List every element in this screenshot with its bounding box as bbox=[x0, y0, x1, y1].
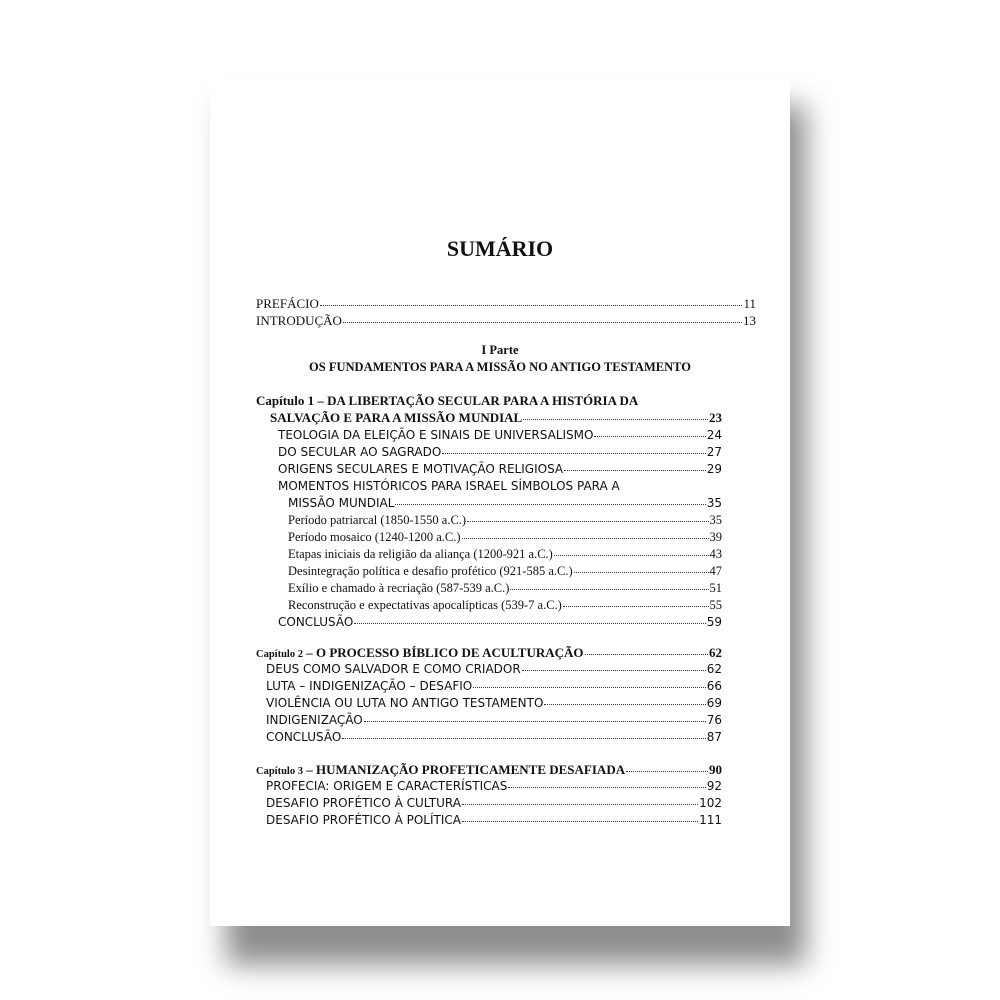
toc-entry-label: MISSÃO MUNDIAL bbox=[288, 496, 395, 510]
toc-entry bbox=[266, 678, 722, 695]
dot-leader bbox=[320, 295, 743, 306]
toc-entry bbox=[266, 795, 722, 812]
toc-entry-page: 92 bbox=[706, 779, 722, 793]
toc-entry bbox=[278, 427, 722, 444]
chapter-2-entry bbox=[256, 644, 722, 661]
toc-entry-label: PREFÁCIO bbox=[256, 296, 319, 311]
toc-entry bbox=[278, 461, 722, 478]
book-page bbox=[210, 78, 790, 926]
toc-entry-page: 90 bbox=[709, 762, 722, 777]
toc-entry-label: CONCLUSÃO bbox=[278, 615, 354, 629]
toc-entry-label: Período patriarcal (1850-1550 a.C.) bbox=[288, 513, 467, 527]
chapter-3-entry bbox=[256, 761, 722, 778]
chapter-title: – O PROCESSO BÍBLICO DE ACULTURAÇÃO bbox=[302, 645, 584, 660]
toc-entry-label: ORIGENS SECULARES E MOTIVAÇÃO RELIGIOSA bbox=[278, 462, 564, 476]
dot-leader bbox=[462, 528, 709, 539]
toc-entry-label: Desintegração política e desafio profético (921-585 a.C.) bbox=[288, 564, 573, 578]
toc-entry-page: 29 bbox=[706, 462, 722, 476]
dot-leader bbox=[473, 677, 705, 688]
toc-subentry bbox=[288, 529, 722, 546]
dot-leader bbox=[564, 460, 706, 471]
toc-entry-page: 51 bbox=[709, 581, 722, 595]
dot-leader bbox=[462, 811, 698, 822]
part-label: I Parte bbox=[481, 343, 519, 357]
toc-entry-label: DESAFIO PROFÉTICO À CULTURA bbox=[266, 796, 461, 810]
toc-entry-page: 39 bbox=[709, 530, 722, 544]
toc-entry-label: TEOLOGIA DA ELEIÇÃO E SINAIS DE UNIVERSALISMO bbox=[278, 428, 594, 442]
toc-entry-conclusion bbox=[278, 614, 722, 631]
chapter-prefix: Capítulo 3 bbox=[256, 766, 303, 777]
toc-entry-page: 43 bbox=[709, 547, 722, 561]
toc-entry-label: MOMENTOS HISTÓRICOS PARA ISRAEL SÍMBOLOS PARA A bbox=[278, 479, 620, 493]
page-title: SUMÁRIO bbox=[446, 236, 554, 261]
dot-leader bbox=[510, 579, 708, 590]
dot-leader bbox=[522, 660, 706, 671]
toc-entry-page: 35 bbox=[709, 513, 722, 527]
toc-entry bbox=[266, 712, 722, 729]
toc-entry bbox=[266, 661, 722, 678]
part-title: OS FUNDAMENTOS PARA A MISSÃO NO ANTIGO TESTAMENTO bbox=[309, 360, 691, 374]
toc-entry-label: Período mosaico (1240-1200 a.C.) bbox=[288, 530, 461, 544]
toc-entry-page: 59 bbox=[706, 615, 722, 629]
toc-subentry bbox=[288, 512, 722, 529]
toc-entry bbox=[266, 812, 722, 829]
toc-entry-page: 47 bbox=[709, 564, 722, 578]
toc-entry-page: 35 bbox=[706, 496, 722, 510]
dot-leader bbox=[342, 728, 705, 739]
toc-entry bbox=[278, 444, 722, 461]
toc-entry-prefacio bbox=[256, 295, 756, 312]
toc-entry-moments bbox=[288, 495, 722, 512]
toc-entry-page: 11 bbox=[743, 296, 756, 311]
toc-entry-moments-line1 bbox=[278, 478, 722, 495]
toc-entry-page: 69 bbox=[706, 696, 722, 710]
dot-leader bbox=[554, 545, 709, 556]
dot-leader bbox=[442, 443, 705, 454]
toc-entry-page: 62 bbox=[706, 662, 722, 676]
toc-entry-label: CONCLUSÃO bbox=[266, 730, 342, 744]
toc-entry-page: 23 bbox=[709, 410, 722, 425]
dot-leader bbox=[508, 777, 705, 788]
toc-entry bbox=[266, 695, 722, 712]
toc-entry-label: Reconstrução e expectativas apocalípticas (539-7 a.C.) bbox=[288, 598, 562, 612]
toc-entry-page: 24 bbox=[706, 428, 722, 442]
toc-entry-label: Exílio e chamado à recriação (587-539 a.C.) bbox=[288, 581, 510, 595]
dot-leader bbox=[462, 794, 698, 805]
toc-subentry bbox=[288, 546, 722, 563]
dot-leader bbox=[467, 511, 708, 522]
toc-subentry bbox=[288, 597, 722, 614]
toc-entry-label: DESAFIO PROFÉTICO À POLÍTICA bbox=[266, 813, 461, 827]
chapter-title: – HUMANIZAÇÃO PROFETICAMENTE DESAFIADA bbox=[302, 762, 626, 777]
toc-subentry bbox=[288, 563, 722, 580]
dot-leader bbox=[585, 644, 709, 655]
toc-entry-label: LUTA – INDIGENIZAÇÃO – DESAFIO bbox=[266, 679, 473, 693]
chapter-prefix: Capítulo 2 bbox=[256, 649, 303, 660]
toc-entry-label: Etapas iniciais da religião da aliança (1200-921 a.C.) bbox=[288, 547, 553, 561]
dot-leader bbox=[574, 562, 709, 573]
toc-entry-label: DEUS COMO SALVADOR E COMO CRIADOR bbox=[266, 662, 521, 676]
toc-entry-page: 55 bbox=[709, 598, 722, 612]
toc-entry-page: 87 bbox=[706, 730, 722, 744]
chapter-title-line2: SALVAÇÃO E PARA A MISSÃO MUNDIAL bbox=[270, 410, 523, 425]
toc-entry-page: 66 bbox=[706, 679, 722, 693]
toc-entry-introducao bbox=[256, 312, 756, 329]
toc-entry-label: DO SECULAR AO SAGRADO bbox=[278, 445, 442, 459]
dot-leader bbox=[523, 409, 708, 420]
toc-entry-page: 13 bbox=[743, 313, 756, 328]
toc-entry bbox=[266, 729, 722, 746]
toc-entry-page: 27 bbox=[706, 445, 722, 459]
dot-leader bbox=[395, 494, 705, 505]
toc-entry-page: 62 bbox=[709, 645, 722, 660]
dot-leader bbox=[343, 312, 742, 323]
dot-leader bbox=[544, 694, 705, 705]
toc-entry-page: 111 bbox=[699, 813, 722, 827]
toc-entry bbox=[266, 778, 722, 795]
toc-entry-label: PROFECIA: ORIGEM E CARACTERÍSTICAS bbox=[266, 779, 508, 793]
toc-entry-page: 76 bbox=[706, 713, 722, 727]
toc-entry-page: 102 bbox=[699, 796, 722, 810]
chapter-1-title bbox=[256, 392, 638, 409]
toc-entry-label: INDIGENIZAÇÃO bbox=[266, 713, 363, 727]
dot-leader bbox=[563, 596, 709, 607]
chapter-prefix: Capítulo 1 bbox=[256, 393, 315, 408]
chapter-1-entry bbox=[270, 409, 722, 426]
chapter-title-line1: – DA LIBERTAÇÃO SECULAR PARA A HISTÓRIA DA bbox=[314, 393, 639, 408]
dot-leader bbox=[354, 613, 705, 624]
dot-leader bbox=[594, 426, 705, 437]
dot-leader bbox=[626, 761, 708, 772]
dot-leader bbox=[364, 711, 706, 722]
toc-subentry bbox=[288, 580, 722, 597]
toc-entry-label: INTRODUÇÃO bbox=[256, 313, 342, 328]
toc-entry-label: VIOLÊNCIA OU LUTA NO ANTIGO TESTAMENTO bbox=[266, 696, 544, 710]
